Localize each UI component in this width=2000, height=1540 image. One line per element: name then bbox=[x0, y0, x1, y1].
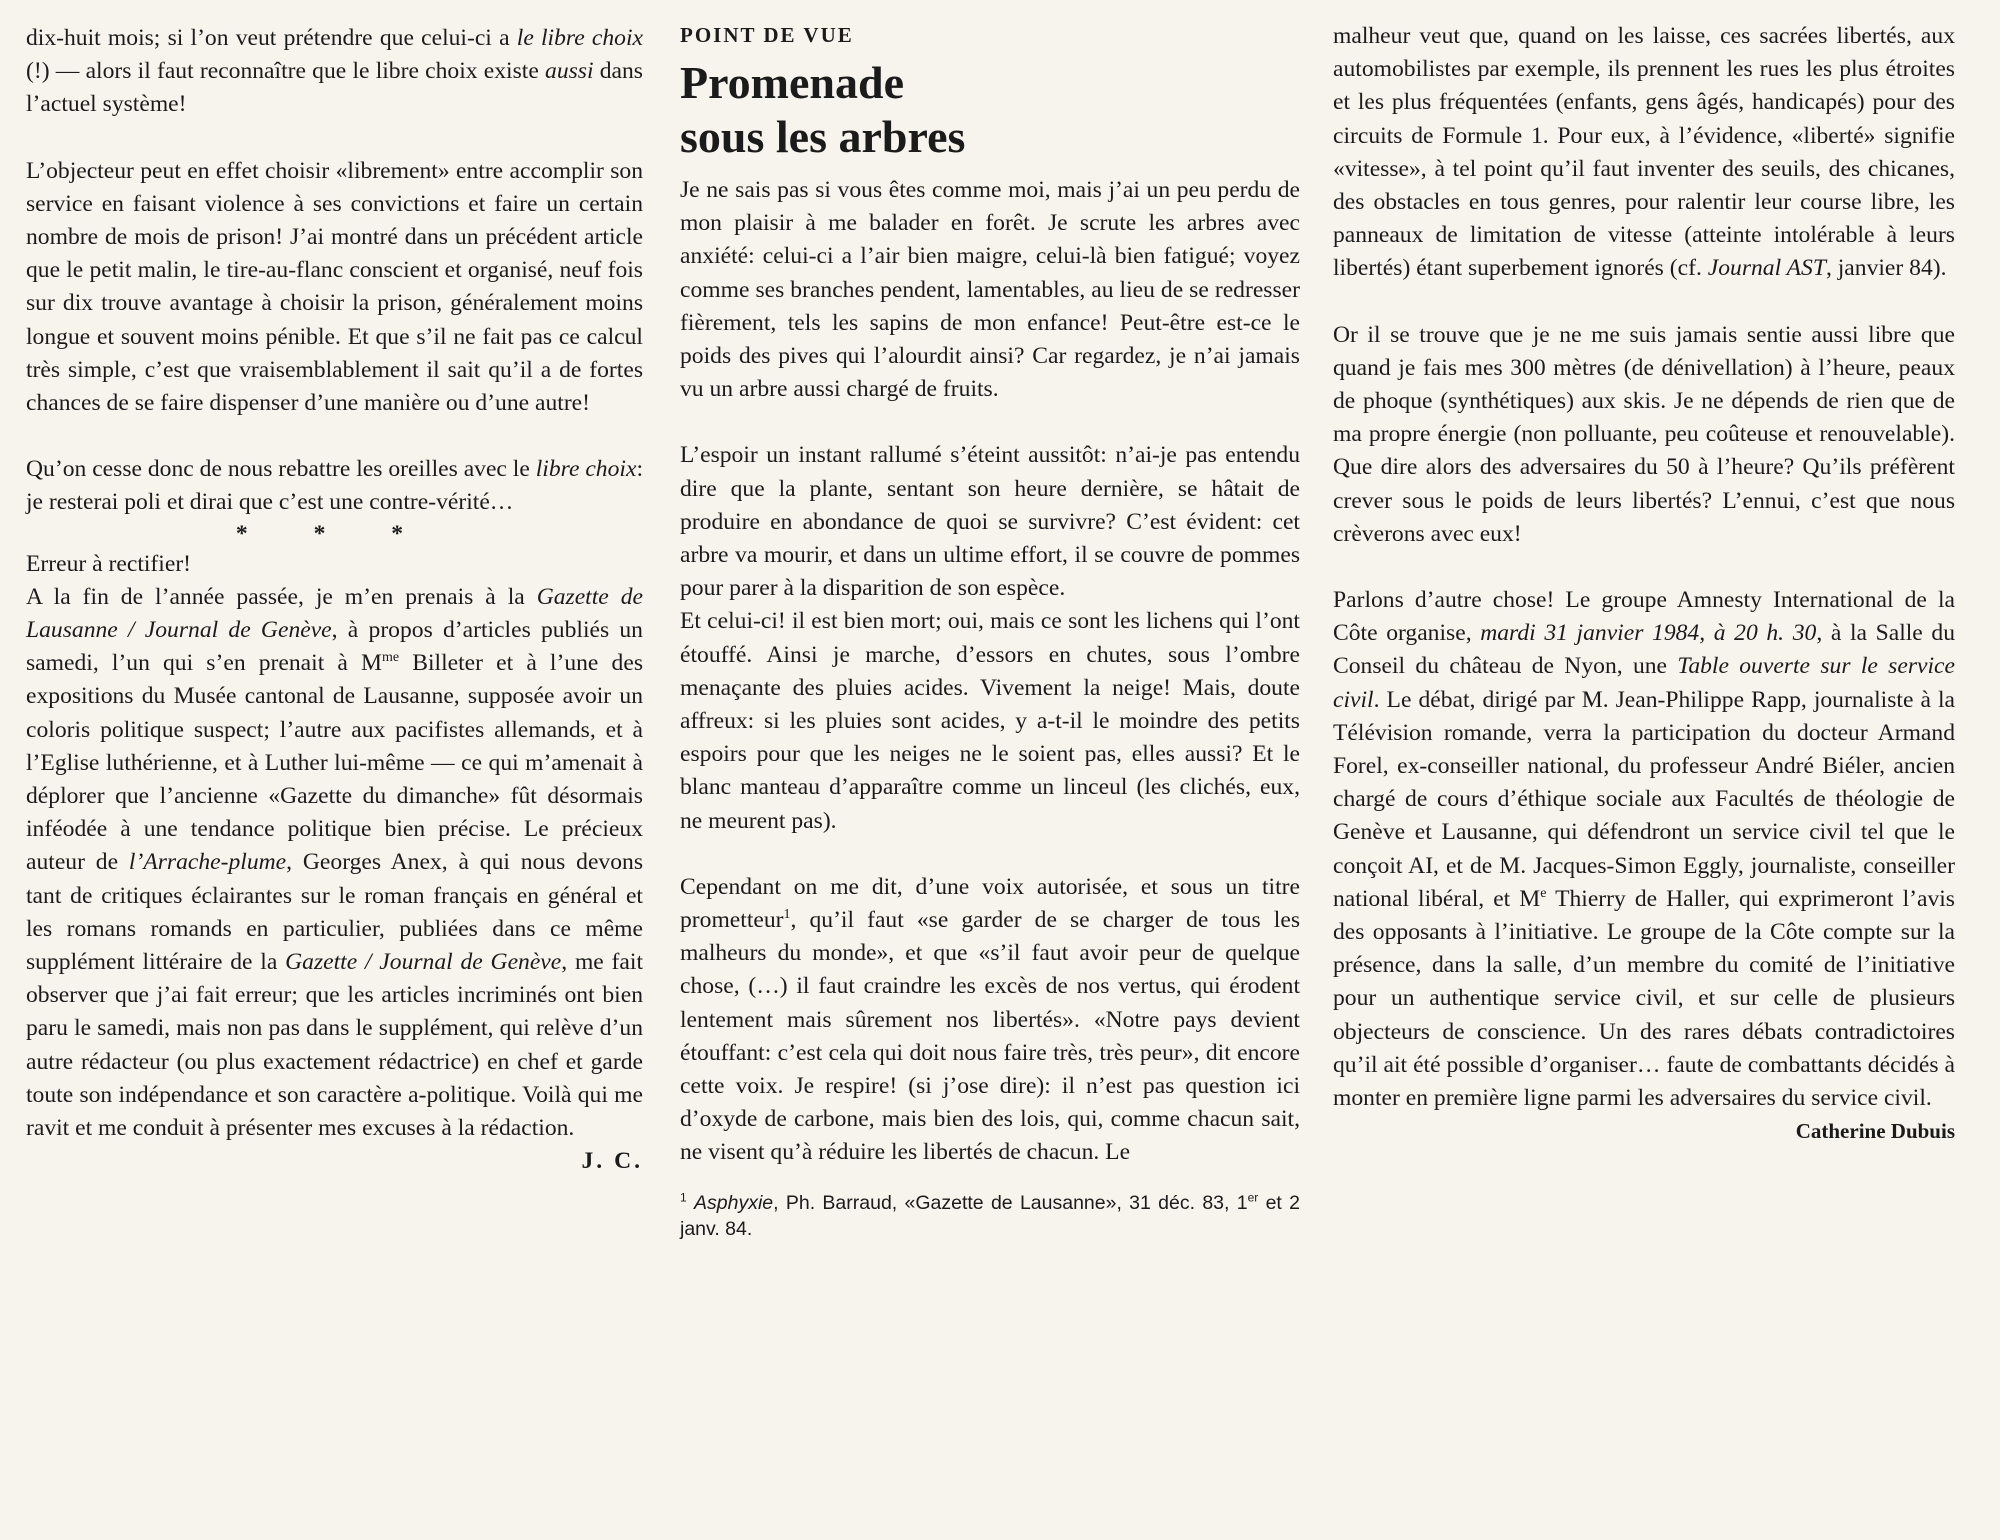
text: , Ph. Barraud, «Gazette de Lausanne», 31 déc. 83, 1 bbox=[773, 1191, 1248, 1214]
superscript: e bbox=[1540, 886, 1547, 902]
italic-text: aussi bbox=[545, 58, 594, 85]
italic-text: Asphyxie bbox=[694, 1191, 774, 1214]
paragraph bbox=[1333, 20, 1955, 286]
italic-text: mardi 31 janvier 1984, à 20 h. 30 bbox=[1480, 620, 1817, 647]
text: , qu’il faut «se garder de se charger de tous les malheurs du monde», et que «s’il faut avoir peur de quelque chose, (…) il faut craindre les excès de nos vertus, qui érodent lentement mais sûrement nos libertés». «Notre pays devient étouffant: c’est cela qui doit nous faire très, très peur», dit encore cette voix. Je respire! (si j’ose dire): il n’est pas question ici d’oxyde de carbone, mais bien des lois, qui, comme chacun sait, ne visent qu’à réduire les libertés de chacun. Le bbox=[680, 907, 1300, 1166]
signature: Catherine Dubuis bbox=[1795, 1119, 1955, 1144]
italic-text: Table ouverte sur le service civil bbox=[1333, 653, 1955, 713]
paragraph bbox=[26, 453, 643, 519]
italic-text: Gazette de Lausanne / Journal de Genève bbox=[26, 583, 643, 644]
paragraph bbox=[680, 871, 1300, 1170]
paragraph bbox=[1333, 584, 1955, 1115]
text: malheur veut que, quand on les laisse, ces sacrées libertés, aux automobilistes par exemple, ils prennent les rues les plus étroites et les plus fréquentées (enfants, gens âgés, handicapés) pour des circuits de Formule 1. Pour eux, à l’évidence, «liberté» signifie «vitesse», à tel point qu’il faut inventer des seuils, des chicanes, des obstacles en tous genres, pour ralentir leur course libre, les panneaux de limitation de vitesse (atteinte intolérable à leurs libertés) étant superbement ignorés (cf. bbox=[1333, 23, 1955, 282]
text: A la fin de l’année passée, je m’en prenais à la bbox=[26, 583, 537, 610]
paragraph: L’objecteur peut en effet choisir «librement» entre accomplir son service en faisant violence à ses convictions et faire un certain nombre de mois de prison! J’ai montré dans un précédent article que le petit malin, le tire-au-flanc conscient et organisé, neuf fois sur dix trouve avantage à choisir la prison, généralement moins longue et souvent moins pénible. Et que s’il ne fait pas ce calcul très simple, c’est que vraisemblablement il sait qu’il a de fortes chances de se faire dispenser d’une manière ou d’une autre! bbox=[26, 157, 643, 417]
footnote-number: 1 bbox=[680, 1190, 687, 1205]
paragraph bbox=[26, 581, 643, 1145]
text: Parlons d’autre chose! Le groupe Amnesty International de la Côte organise, bbox=[1333, 587, 1955, 647]
italic-text: le libre choix bbox=[516, 25, 643, 51]
text: (!) — alors il faut reconnaître que le libre choix existe bbox=[26, 58, 546, 85]
text: Thierry de Haller, qui exprimeront l’avis des opposants à l’initiative. Le groupe de la Côte compte sur la présence, dans la salle, d’un membre du comité de l’initiative pour un authentique service civil, et sur celle de plusieurs objecteurs de conscience. Un des rares débats contradictoires qu’il ait été possible d’organiser… faute de combattants décidés à monter en première ligne parmi les adversaires du service civil. bbox=[1333, 885, 1955, 1112]
footnote bbox=[680, 1190, 1300, 1242]
text: , janvier 84). bbox=[1825, 255, 1947, 282]
signature: J. C. bbox=[581, 1148, 643, 1175]
italic-text: l’Arrache-plume bbox=[128, 849, 287, 876]
italic-text: Journal AST bbox=[1707, 255, 1826, 282]
paragraph: Or il se trouve que je ne me suis jamais sentie aussi libre que quand je fais mes 300 mètres (de dénivellation) à l’heure, peaux de phoque (synthétiques) aux skis. Je ne dépends de rien que de ma propre énergie (non polluante, peu coûteuse et renouvelable). Que dire alors des adversaires du 50 à l’heure? Qu’ils préfèrent crever sous le poids de leurs libertés? L’ennui, c’est que nous crèverons avec eux! bbox=[1333, 321, 1955, 547]
superscript: er bbox=[1247, 1190, 1259, 1205]
kicker: POINT DE VUE bbox=[680, 23, 854, 47]
text: , me fait observer que j’ai fait erreur; que les articles incriminés ont bien paru le samedi, mais non pas dans le supplément, qui relève d’un autre rédacteur (ou plus exactement rédactrice) en chef et garde toute son indépendance et son caractère a-politique. Voilà qui me ravit et me conduit à présenter mes excuses à la rédaction. bbox=[26, 949, 643, 1142]
text: , Georges Anex, à qui nous devons tant de critiques éclairantes sur le roman français en général et les romans romands en particulier, publiées dans ce même supplément littéraire de la bbox=[26, 849, 644, 976]
column-left bbox=[26, 22, 643, 1179]
text: . Le débat, dirigé par M. Jean-Philippe Rapp, journaliste à la Télévision romande, verra la participation du docteur Armand Forel, ex-conseiller national, du professeur André Biéler, ancien chargé de cours d’éthique sociale aux Facultés de théologie de Genève et Lausanne, qui défendront un service civil tel que le conçoit AI, et de M. Jacques-Simon Eggly, journaliste, conseiller national libéral, et M bbox=[1333, 686, 1955, 912]
footnote-ref: 1 bbox=[783, 907, 791, 923]
paragraph: Et celui-ci! il est bien mort; oui, mais ce sont les lichens qui l’ont étouffé. Ainsi je marche, d’essors en chutes, sous l’ombre menaçante des pluies acides. Vivement la neige! Mais, doute affreux: si les pluies sont acides, y a-t-il le moindre des petits espoirs pour que les neiges ne le soient pas, elles aussi? Et le blanc manteau d’apparaître comme un linceul (les clichés, eux, ne meurent pas). bbox=[680, 608, 1300, 834]
section-separator: * * * bbox=[235, 520, 434, 547]
text: Cependant on me dit, d’une voix autorisée, et sous un titre prometteur bbox=[680, 873, 1300, 934]
italic-text: Gazette / Journal de Genève bbox=[285, 949, 562, 976]
paragraph: Je ne sais pas si vous êtes comme moi, mais j’ai un peu perdu de mon plaisir à me balader en forêt. Je scrute les arbres avec anxiété: celui-ci a l’air bien maigre, celui-là bien fatigué; voyez comme ses branches pendent, lamentables, au lieu de se redresser fièrement, tels les sapins de mon enfance! Peut-être est-ce le poids des pives qui l’alourdit ainsi? Car regardez, je n’ai jamais vu un arbre aussi chargé de fruits. bbox=[680, 177, 1300, 403]
title-line: sous les arbres bbox=[680, 111, 966, 162]
text: , à la Salle du Conseil du château de Nyon, une bbox=[1333, 620, 1955, 680]
text: Billeter et à l’une des expositions du Musée cantonal de Lausanne, supposée avoir un coloris politique suspect; l’autre aux pacifistes allemands, et à l’Eglise luthérienne, et à Luther lui-même — ce qui m’amenait à déplorer que l’ancienne «Gazette du dimanche» fût désormais inféodée à une tendance politique bien précise. Le précieux auteur de bbox=[26, 650, 643, 876]
text: dix-huit mois; si l’on veut prétendre que celui-ci a bbox=[26, 25, 517, 51]
column-middle bbox=[680, 20, 1300, 1242]
title-line: Promenade bbox=[680, 57, 905, 108]
text: : je resterai poli et dirai que c’est une contre-vérité… bbox=[26, 456, 643, 516]
superscript: me bbox=[382, 650, 400, 666]
text: , à propos d’articles publiés un samedi, l’un qui s’en prenait à M bbox=[26, 617, 643, 677]
column-right bbox=[1333, 20, 1955, 1149]
text: dans l’actuel système! bbox=[26, 58, 643, 118]
article-title bbox=[680, 56, 1300, 164]
section-heading: Erreur à rectifier! bbox=[26, 550, 192, 577]
italic-text: libre choix bbox=[535, 456, 637, 483]
paragraph bbox=[26, 22, 643, 122]
paragraph: L’espoir un instant rallumé s’éteint aussitôt: n’ai-je pas entendu dire que la plante, sentant son heure dernière, se hâtait de produire en abondance de quoi se survivre? C’est évident: cet arbre va mourir, et dans un ultime effort, il se couvre de pommes pour parer à la disparition de son espèce. bbox=[680, 442, 1300, 602]
text: Qu’on cesse donc de nous rebattre les oreilles avec le bbox=[26, 456, 536, 483]
text: et 2 janv. 84. bbox=[680, 1191, 1300, 1240]
